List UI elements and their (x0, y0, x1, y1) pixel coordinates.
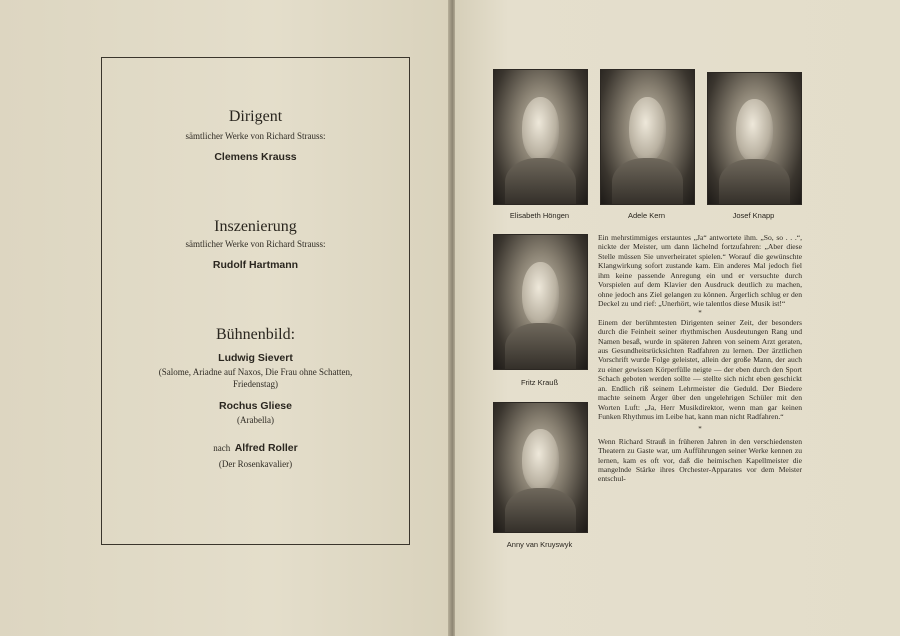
buehnenbild-entry (102, 438, 409, 470)
buehnenbild-entry (102, 400, 409, 426)
portrait-photo (600, 69, 695, 205)
separator: * (698, 308, 702, 317)
buehnenbild-entry (102, 352, 409, 390)
designer-name: Rochus Gliese (219, 400, 292, 412)
dirigent-sub: sämtlicher Werke von Richard Strauss: (185, 131, 326, 141)
buehnenbild-heading: Bühnenbild: (215, 326, 296, 343)
credits-frame (101, 57, 410, 545)
designer-prefix: nach (213, 443, 231, 453)
designer-works-cont: Friedenstag) (233, 379, 278, 389)
dirigent-name: Clemens Krauss (214, 151, 297, 163)
text-column (598, 233, 802, 484)
paragraph: Ein mehrstimmiges erstauntes „Ja“ antwortete ihm. „So, so . . .“, nickte der Meister, um dann lächelnd fortzufahren: „Aber diese Stelle müssen Sie unverheiratet spielen.“ Worauf die gewünschte Klangwirkung sofort zustande kam. Ein anderes Mal jedoch fiel ihm keine passende Anregung ein und er versuchte durch Vorspielen auf dem Klavier den Ausdruck deutlich zu machen, ohne jedoch ans Ziel gelangen zu können. Ärgerlich schlug er den Deckel zu und rief: „Unerhört, wie talentlos diese Musik ist!“ (598, 233, 802, 309)
inszenierung-section (102, 218, 409, 271)
portrait-caption: Josef Knapp (732, 211, 775, 220)
designer-works: (Der Rosenkavalier) (218, 459, 293, 469)
separator: * (698, 424, 702, 433)
paragraph: Wenn Richard Strauß in früheren Jahren in den verschiedensten Theatern zu Gaste war, um Aufführungen seiner Werke kennen zu lernen, kam es oft vor, daß die heimischen Kapellmeister die mangelnde Stärke ihres Orchester-Apparates vor dem Meister entschul- (598, 436, 802, 484)
portrait-photo (493, 402, 588, 533)
dirigent-heading: Dirigent (228, 108, 283, 125)
portrait-caption: Anny van Kruyswyk (506, 540, 573, 549)
inszenierung-heading: Inszenierung (214, 218, 297, 235)
inszenierung-name: Rudolf Hartmann (212, 259, 299, 271)
paragraph: Einem der berühmtesten Dirigenten seiner Zeit, der besonders durch die Feinheit seiner rhythmischen Ausdeutungen Rang und Namen besaß, wurde in späteren Jahren von seinem Arzt geraten, aus Gesundheitsrücksichten Radfahren zu lernen. Der ärztlichen Vorschrift wurde Folge geleistet, allein der große Mann, der auch zu einer gewissen Körperfülle neigte — der eben durch den Sport Schach geboten werden sollte — stellte sich nicht eben geschickt an. Endlich riß seinem Lehrmeister die Geduld. Der Biedere machte seinem Ärger über den ungelehrigen Schüler mit den Worten Luft: „Ja, Herr Musikdirektor, wenn man gar keinen Funken Rhythmus im Leibe hat, kann man nicht Radfahren.“ (598, 317, 802, 422)
dirigent-section (102, 108, 409, 163)
designer-works: (Salome, Ariadne auf Naxos, Die Frau ohne Schatten, (158, 367, 353, 377)
portrait-photo (707, 72, 802, 205)
portrait-caption: Fritz Krauß (520, 378, 559, 387)
buehnenbild-section (102, 326, 409, 470)
designer-works: (Arabella) (237, 415, 274, 425)
designer-name: Ludwig Sievert (218, 352, 293, 364)
portrait-caption: Adele Kern (627, 211, 666, 220)
portrait-caption: Elisabeth Höngen (509, 211, 570, 220)
designer-name: Alfred Roller (234, 442, 298, 454)
portrait-photo (493, 234, 588, 370)
portrait-photo (493, 69, 588, 205)
inszenierung-sub: sämtlicher Werke von Richard Strauss: (185, 239, 326, 249)
